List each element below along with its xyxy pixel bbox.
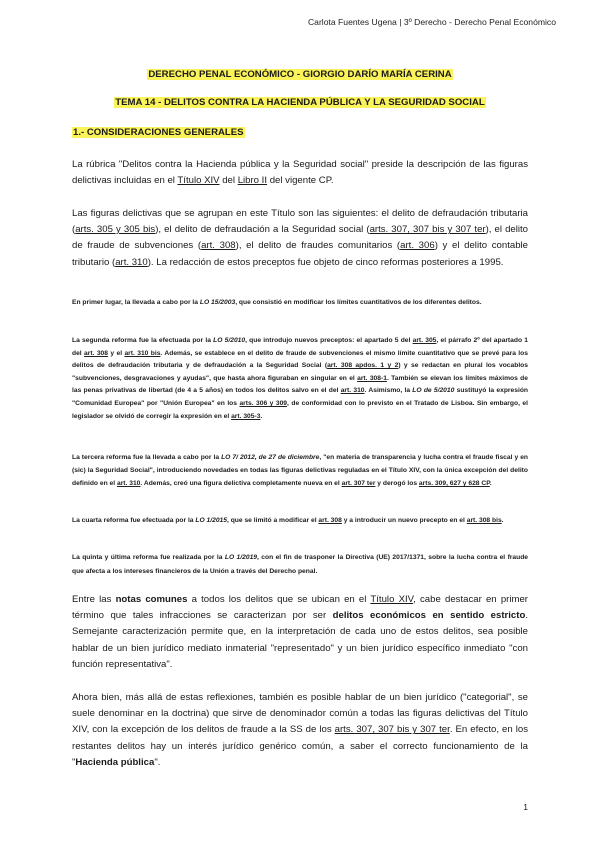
link-arts-306-309[interactable]: arts. 306 y 309 bbox=[239, 399, 288, 407]
topic-title: TEMA 14 - DELITOS CONTRA LA HACIENDA PÚBLICA Y LA SEGURIDAD SOCIAL bbox=[115, 97, 485, 108]
link-art-308-apdos[interactable]: art. 308 apdos. 1 y 2 bbox=[327, 362, 399, 370]
link-art-306[interactable]: art. 306 bbox=[400, 240, 435, 252]
link-titulo-xiv[interactable]: Título XIV bbox=[177, 175, 220, 186]
link-art-310[interactable]: art. 310 bbox=[340, 387, 365, 395]
link-art-305-3[interactable]: art. 305-3 bbox=[231, 412, 261, 420]
link-art-308[interactable]: art. 308 bbox=[201, 240, 236, 252]
link-art-310[interactable]: art. 310 bbox=[116, 480, 141, 488]
link-art-308[interactable]: art. 308 bbox=[84, 349, 108, 357]
link-arts-309-627-628[interactable]: arts. 309, 627 y 628 CP bbox=[418, 480, 490, 488]
paragraph-reform-4: La cuarta reforma fue efectuada por la LO 1/2015, que se limitó a modificar el art. 308 y a introducir un nuevo precepto en el art. 308 bis. bbox=[72, 517, 504, 524]
paragraph-reform-3: La tercera reforma fue la llevada a cabo por la LO 7/ 2012, de 27 de diciembre, "en materia de transparencia y lucha contra el fraude fiscal y en (sic) la Seguridad Social", introduciendo novedades en todas las figuras delictivas reguladas en el Título XIV, con la única excepción del delito definido en el art. 310. Además, creó una figura delictiva completamente nueva en el art. 307 ter y derogó los arts. 309, 627 y 628 CP. bbox=[72, 454, 529, 488]
course-title: DERECHO PENAL ECONÓMICO - GIORGIO DARÍO MARÍA CERINA bbox=[148, 69, 452, 80]
paragraph-common-notes: Entre las notas comunes a todos los delitos que se ubican en el Título XIV, cabe destacar en primer término que tales infracciones se caracterizan por ser delitos económicos en sentido estricto. Semejante caracterización permite que, en la interpretación de cada uno de estos delitos, sea posible hablar de un bien jurídico mediato inmaterial "representado" y un bien jurídico específico inmediato "con función representativa". bbox=[72, 594, 528, 670]
paragraph-reform-1: En primer lugar, la llevada a cabo por la LO 15/2003, que consistió en modificar los límites cuantitativos de los diferentes delitos. bbox=[72, 299, 482, 306]
paragraph-reform-2: La segunda reforma fue la efectuada por la LO 5/2010, que introdujo nuevos preceptos: el apartado 5 del art. 305, el párrafo 2º del apartado 1 del art. 308 y el art. 310 bis. Además, se establece en el delito de fraude de subvenciones el mismo límite cuantitativo que se prevé para los delitos de defraudación tributaria y de defraudación a la Seguridad Social (art. 308 apdos. 1 y 2) y se redactan en plural los vocablos "subvenciones, desgravaciones y ayudas", que hasta ahora figuraban en singular en el art. 308-1. También se elevan los límites máximos de las penas privativas de libertad (de 4 a 5 años) en todos los delitos salvo en el del art. 310. Asimismo, la LO de 5/2010 sustituyó la expresión "Comunidad Europea" por "Unión Europea" en los arts. 306 y 309, de conformidad con lo previsto en el Tratado de Lisboa. Sin embargo, el legislador se olvidó de corregir la expresión en el art. 305-3. bbox=[72, 337, 528, 420]
link-arts-307[interactable]: arts. 307, 307 bis y 307 ter bbox=[334, 724, 450, 736]
link-art-308-bis[interactable]: art. 308 bis bbox=[466, 517, 502, 524]
link-arts-307[interactable]: arts. 307, 307 bis y 307 ter bbox=[369, 224, 486, 236]
link-art-305[interactable]: art. 305 bbox=[412, 337, 437, 344]
section-heading: 1.- CONSIDERACIONES GENERALES bbox=[73, 127, 244, 138]
link-titulo-xiv[interactable]: Título XIV bbox=[370, 594, 414, 605]
link-art-310-bis[interactable]: art. 310 bis bbox=[124, 349, 161, 357]
paragraph-intro: La rúbrica "Delitos contra la Hacienda pública y la Seguridad social" preside la descripción de las figuras delictivas incluidas en el Título XIV del Libro II del vigente CP. bbox=[72, 159, 528, 186]
paragraph-legal-good: Ahora bien, más allá de estas reflexiones, también es posible hablar de un bien jurídico ("categorial", se suele denominar en la doctrina) que sirve de denominador común a todas las figuras delictivas del Título XIV, con la excepción de los delitos de fraude a la SS de los arts. 307, 307 bis y 307 ter. En efecto, en los restantes delitos hay un interés jurídico genérico común, a saber el correcto funcionamiento de la "Hacienda pública". bbox=[72, 692, 528, 768]
page-number: 1 bbox=[523, 802, 528, 812]
link-arts-305[interactable]: arts. 305 y 305 bis bbox=[75, 224, 156, 236]
link-art-307-ter[interactable]: art. 307 ter bbox=[341, 480, 376, 488]
link-libro-ii[interactable]: Libro II bbox=[237, 175, 268, 186]
link-art-308[interactable]: art. 308 bbox=[318, 517, 342, 524]
paragraph-reform-5: La quinta y última reforma fue realizada por la LO 1/2019, con el fin de trasponer la Directiva (UE) 2017/1371, sobre la lucha contra el fraude que afecta a los intereses financieros de la Unión a través del Derecho penal. bbox=[72, 554, 529, 575]
running-header: Carlota Fuentes Ugena | 3º Derecho - Derecho Penal Económico bbox=[307, 17, 556, 27]
link-art-310[interactable]: art. 310 bbox=[115, 256, 148, 268]
paragraph-figures: Las figuras delictivas que se agrupan en este Título son las siguientes: el delito de defraudación tributaria (arts. 305 y 305 bis), el delito de defraudación a la Seguridad social (arts. 307, 307 bis y 307 ter), el delito de fraude de subvenciones (art. 308), el delito de fraudes comunitarios (art. 306) y el delito contable tributario (art. 310). La redacción de estos preceptos fue objeto de cinco reformas posteriores a 1995. bbox=[72, 208, 529, 268]
link-art-308-1[interactable]: art. 308-1 bbox=[357, 374, 387, 382]
